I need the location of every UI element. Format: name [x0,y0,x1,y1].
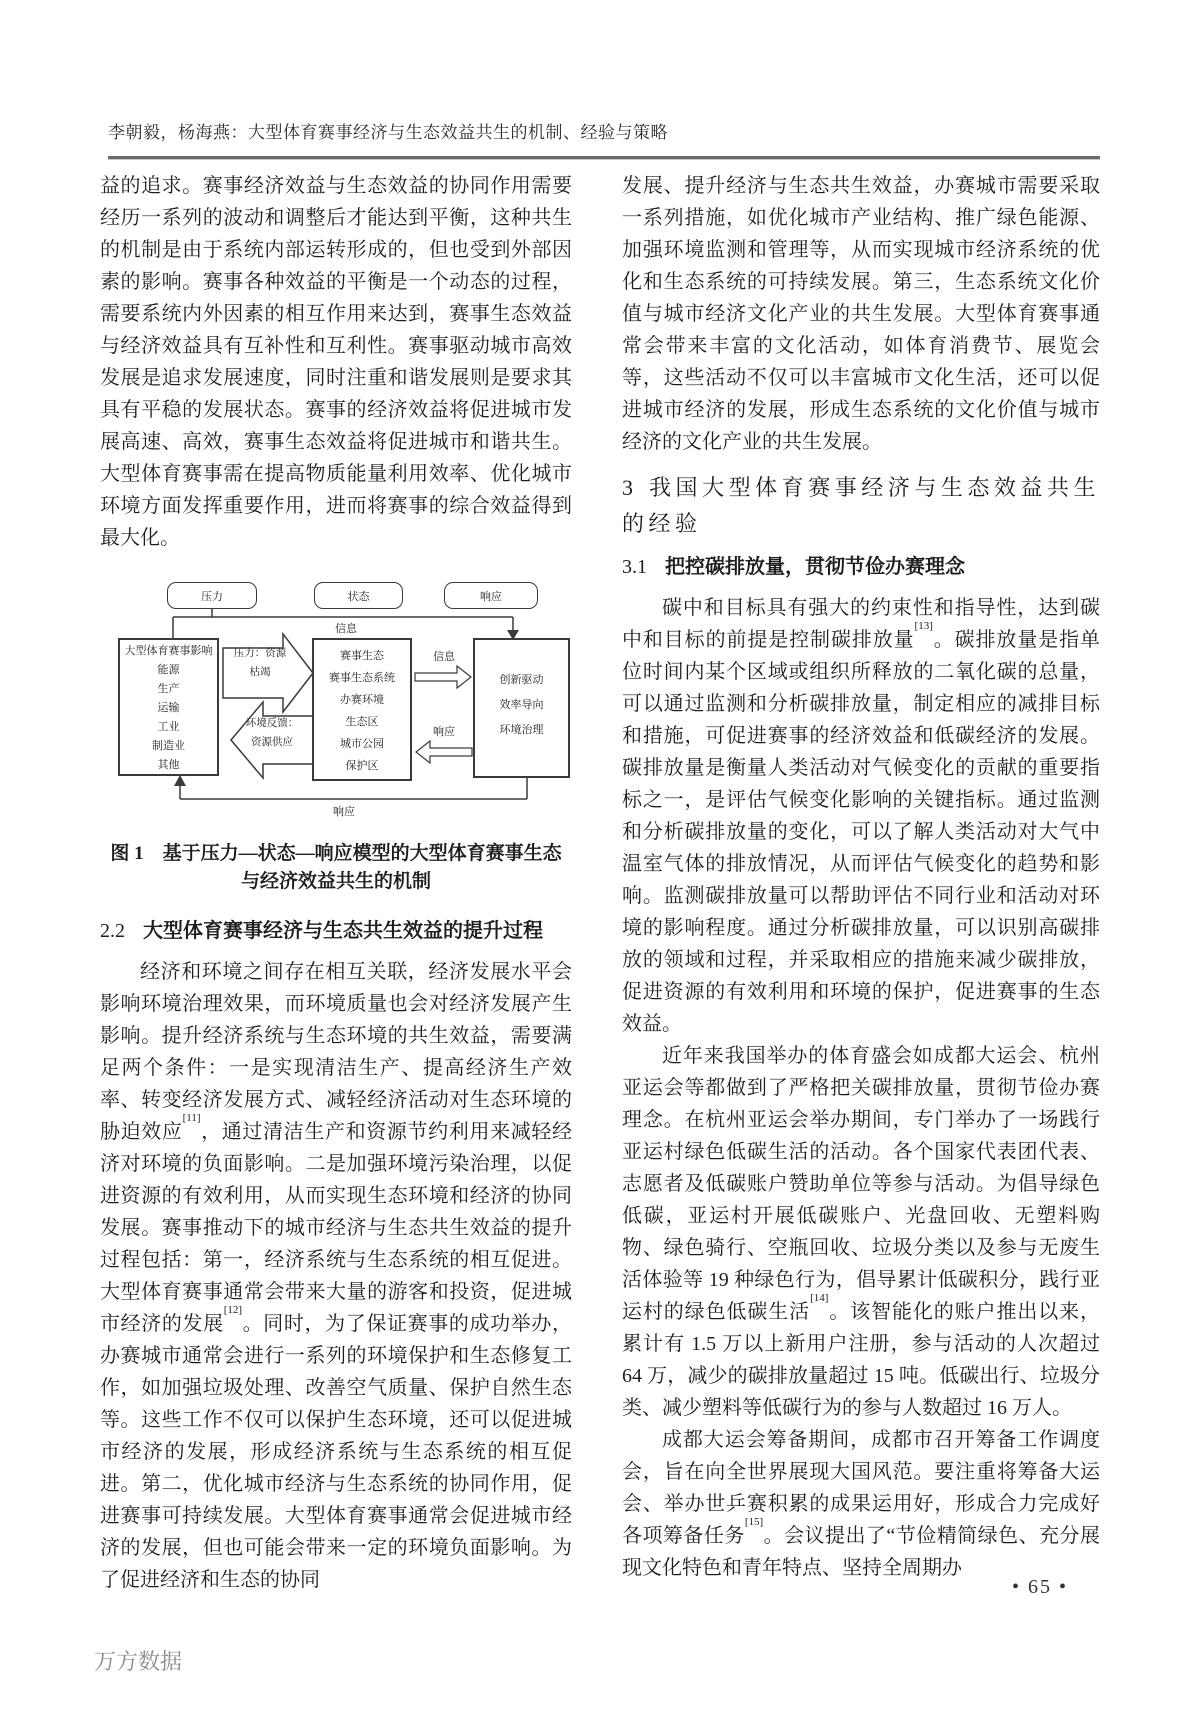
paragraph-2-2: 经济和环境之间存在相互关联，经济发展水平会影响环境治理效果，而环境质量也会对经济发展产生影响。提升经济系统与生态环境的共生效益，需要满足两个条件：一是实现清洁生产、提高经济生产效率、转变经济发展方式、减轻经济活动对生态环境的胁迫效应[11]，通过清洁生产和资源节约利用来减轻经济对环境的负面影响。二是加强环境污染治理，以促进资源的有效利用，从而实现生态环境和经济的协同发展。赛事推动下的城市经济与生态共生效益的提升过程包括：第一，经济系统与生态系统的相互促进。大型体育赛事通常会带来大量的游客和投资，促进城市经济的发展[12]。同时，为了保证赛事的成功举办，办赛城市通常会进行一系列的环境保护和生态修复工作，如加强垃圾处理、改善空气质量、保护自然生态等。这些工作不仅可以保护生态环境，还可以促进城市经济的发展，形成经济系统与生态系统的相互促进。第二，优化城市经济与生态系统的协同作用，促进赛事可持续发展。大型体育赛事通常会促进城市经济的发展，但也可能会带来一定的环境负面影响。为了促进经济和生态的协同 [100,961,573,1591]
heading-3-1 [622,552,1100,582]
heading-2-2 [100,916,572,946]
impact-item: 工业 [157,721,180,733]
response-loop-line [180,778,527,799]
info-top-label: 信息 [335,623,357,635]
paragraph-continuation: 发展、提升经济与生态共生效益，办赛城市需要采取一系列措施，如优化城市产业结构、推广绿色能源、加强环境监测和管理等，从而实现城市经济系统的优化和生态系统的可持续发展。第三，生态系统文化价值与城市经济文化产业的共生发展。大型体育赛事通常会带来丰富的文化活动，如体育消费节、展览会等，这些活动不仅可以丰富城市文化生活，还可以促进城市经济的发展，形成生态系统的文化价值与城市经济的文化产业的共生发展。 [622,175,1100,453]
state-item: 赛事生态系统 [329,672,395,684]
response-box [473,638,570,778]
header-rule [108,156,1100,160]
info-label: 信息 [433,651,455,663]
left-column [100,170,572,1596]
info-arrow [415,666,471,688]
response-arrow [416,741,472,763]
heading-3 [622,470,1100,542]
paragraph-continuation: 益的追求。赛事经济效益与生态效益的协同作用需要经历一系列的波动和调整后才能达到平衡，这种共生的机制是由于系统内部运转形成的，但也受到外部因素的影响。赛事各种效益的平衡是一个动态的过程，需要系统内外因素的相互作用来达到，赛事生态效益与经济效益具有互补性和互利性。赛事驱动城市高效发展是追求发展速度，同时注重和谐发展则是要求其具有平稳的发展状态。赛事的经济效益将促进城市发展高速、高效，赛事生态效益将促进城市和谐共生。大型体育赛事需在提高物质能量利用效率、优化城市环境方面发挥重要作用，进而将赛事的综合效益得到最大化。 [100,175,572,549]
impact-item: 生产 [157,683,180,695]
wanfang-watermark: 万方数据 [94,1649,183,1674]
heading-title: 我国大型体育赛事经济与生态效益共生的经验 [622,475,1100,536]
up-arrowhead [174,775,186,786]
state-item: 保护区 [345,760,379,772]
impact-box-title: 大型体育赛事影响 [124,645,213,657]
figure-caption [100,840,572,896]
state-item: 城市公园 [340,738,384,750]
psr-box-response: 响应 [444,582,538,609]
figure-psr-diagram [100,582,570,832]
response-mid-label: 响应 [433,726,455,738]
impact-item: 制造业 [152,740,185,752]
paragraph-events: 近年来我国举办的体育盛会如成都大运会、杭州亚运会等都做到了严格把关碳排放量，贯彻节俭办赛理念。在杭州亚运会举办期间，专门举办了一场践行亚运村绿色低碳生活的活动。各个国家代表团代表、志愿者及低碳账户赞助单位等参与活动。为倡导绿色低碳，亚运村开展低碳账户、光盘回收、无塑料购物、绿色骑行、空瓶回收、垃圾分类以及参与无废生活体验等 19 种绿色行为，倡导累计低碳积分，践行亚运村的绿色低碳生活[14]。该智能化的账户推出以来，累计有 1.5 万以上新用户注册，参与活动的人次超过 64 万，减少的碳排放量超过 15 吨。低碳出行、垃圾分类、减少塑料等低碳行为的参与人数超过 16 万人。 [622,1045,1101,1419]
heading-number: 3.1 [622,556,647,578]
state-item: 生态区 [345,716,379,728]
state-item: 办赛环境 [340,694,384,706]
heading-number: 3 [622,475,633,500]
psr-box-state: 状态 [314,582,403,609]
running-header [108,118,1100,160]
page-number: • 65 • [1011,1576,1068,1598]
heading-title: 把控碳排放量，贯彻节俭办赛理念 [665,556,965,578]
heading-title: 大型体育赛事经济与生态共生效益的提升过程 [143,920,543,942]
impact-item: 其他 [157,759,180,771]
impact-box [118,638,219,776]
impact-item: 能源 [157,664,180,676]
state-item: 赛事生态 [340,650,384,662]
psr-box-pressure: 压力 [167,582,257,609]
impact-item: 运输 [157,702,180,714]
paragraph-chengdu: 成都大运会筹备期间，成都市召开筹备工作调度会，旨在向全世界展现大国风范。要注重将筹备大运会、举办世乒赛积累的成果运用好，形成合力完成好各项筹备任务[15]。会议提出了“节俭精简绿色、充分展现文化特色和青年特点、坚持全周期办 [622,1429,1100,1579]
response-item: 创新驱动 [499,674,544,686]
figure-caption-line2: 与经济效益共生的机制 [240,871,431,892]
feedback-arrow-text: 环境反馈： 资源供应 [245,718,299,748]
response-item: 环境治理 [499,724,544,736]
figure-caption-line1: 图 1 基于压力—状态—响应模型的大型体育赛事生态 [110,843,562,864]
right-column [622,170,1100,1584]
paragraph-carbon: 碳中和目标具有强大的约束性和指导性，达到碳中和目标的前提是控制碳排放量[13]。碳排放量是指单位时间内某个区域或组织所释放的二氧化碳的总量，可以通过监测和分析碳排放量，制定相应的减排目标和措施，可促进赛事的经济效益和低碳经济的发展。碳排放量是衡量人类活动对气候变化的贡献的重要指标之一，是评估气候变化影响的关键指标。通过监测和分析碳排放量的变化，可以了解人类活动对大气中温室气体的排放情况，从而评估气候变化的趋势和影响。监测碳排放量可以帮助评估不同行业和活动对环境的影响程度。通过分析碳排放量，可以识别高碳排放的领域和过程，并采取相应的措施来减少碳排放，促进资源的有效利用和环境的保护，促进赛事的生态效益。 [622,597,1101,1035]
response-bottom-label: 响应 [333,806,355,818]
running-title: 李朝毅，杨海燕：大型体育赛事经济与生态效益共生的机制、经验与策略 [108,123,668,142]
heading-number: 2.2 [100,920,125,942]
pressure-arrow-text: 压力：资源 枯竭 [233,648,287,678]
state-box [312,638,412,781]
response-item: 效率导向 [499,699,544,711]
